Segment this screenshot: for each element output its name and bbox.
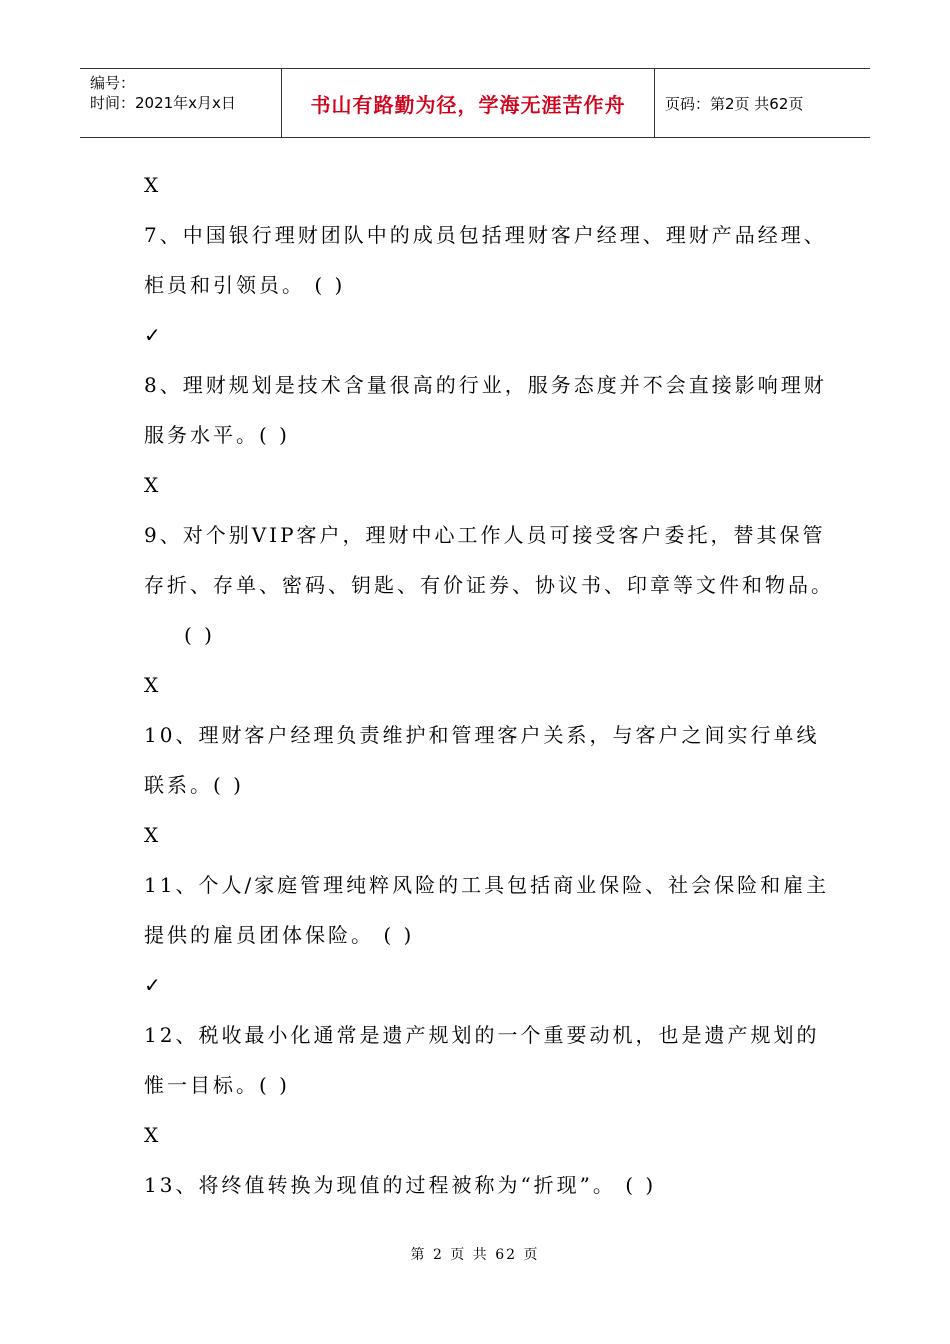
page-header (80, 68, 870, 138)
question-11-line-2: 提供的雇员团体保险。 ( ) (144, 923, 415, 947)
answer-mark: X (144, 1123, 162, 1147)
document-body (144, 160, 834, 1210)
header-page-label: 页码：第2页 共62页 (665, 94, 804, 113)
date-label: 时间：2021年x月x日 (90, 94, 236, 112)
question-9-line-2: 存折、存单、密码、钥匙、有价证券、协议书、印章等文件和物品。 (144, 573, 834, 597)
question-13-line-1: 13、将终值转换为现值的过程被称为“折现”。 ( ) (144, 1173, 657, 1197)
answer-mark: X (144, 673, 162, 697)
question-8-line-1: 8、理财规划是技术含量很高的行业，服务态度并不会直接影响理财 (144, 373, 827, 397)
answer-mark: X (144, 473, 162, 497)
question-10-line-1: 10、理财客户经理负责维护和管理客户关系，与客户之间实行单线 (144, 723, 820, 747)
question-11-line-1: 11、个人/家庭管理纯粹风险的工具包括商业保险、社会保险和雇主 (144, 873, 830, 897)
question-9-line-1: 9、对个别VIP客户，理财中心工作人员可接受客户委托，替其保管 (144, 523, 826, 547)
page-footer: 第 2 页 共 62 页 (410, 1247, 540, 1263)
answer-mark: ✓ (144, 973, 164, 997)
header-motto: 书山有路勤为径，学海无涯苦作舟 (282, 69, 655, 137)
header-meta (80, 69, 282, 137)
answer-mark: X (144, 173, 162, 197)
number-label: 编号： (90, 74, 136, 92)
question-7-line-1: 7、中国银行理财团队中的成员包括理财客户经理、理财产品经理、 (144, 223, 827, 247)
answer-mark: ✓ (144, 323, 164, 347)
question-12-line-2: 惟一目标。( ) (144, 1073, 290, 1097)
answer-mark: X (144, 823, 162, 847)
question-12-line-1: 12、税收最小化通常是遗产规划的一个重要动机，也是遗产规划的 (144, 1023, 820, 1047)
question-8-line-2: 服务水平。( ) (144, 423, 290, 447)
question-10-line-2: 联系。( ) (144, 773, 244, 797)
question-9-line-3: ( ) (184, 623, 215, 647)
question-7-line-2: 柜员和引领员。 ( ) (144, 273, 346, 297)
